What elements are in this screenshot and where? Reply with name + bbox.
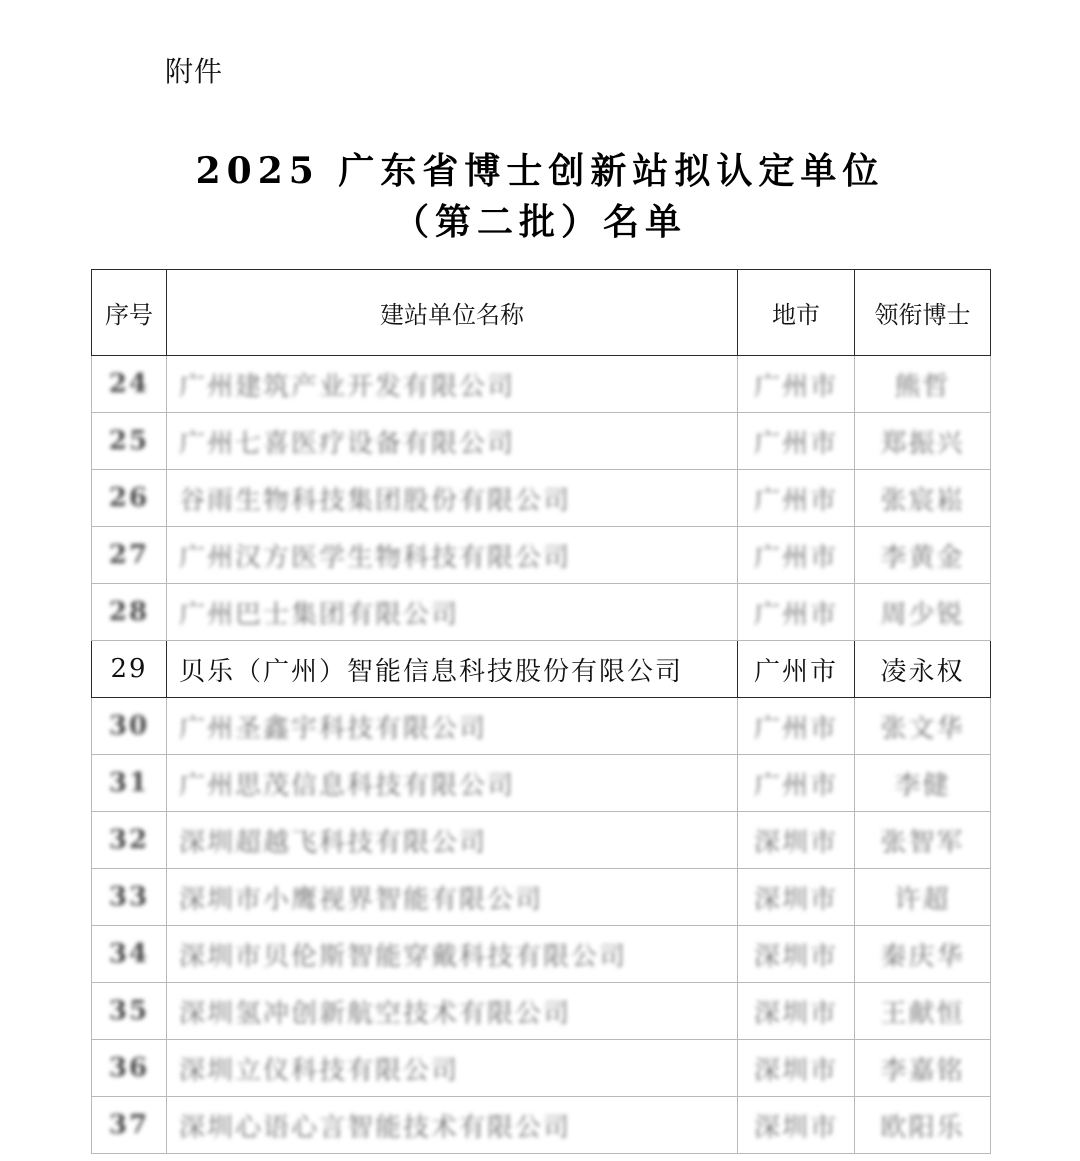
row-city: 深圳市	[738, 1097, 855, 1154]
row-serial-number: 29	[92, 641, 167, 698]
row-city: 广州市	[738, 698, 855, 755]
table-row	[92, 1097, 991, 1154]
row-unit-name: 广州建筑产业开发有限公司	[167, 356, 738, 413]
row-serial-number: 25	[92, 413, 167, 470]
row-lead-doctor: 秦庆华	[855, 926, 991, 983]
table-row	[92, 584, 991, 641]
header-city: 地市	[738, 270, 855, 356]
row-unit-name: 谷雨生物科技集团股份有限公司	[167, 470, 738, 527]
row-city: 广州市	[738, 527, 855, 584]
row-serial-number: 30	[92, 698, 167, 755]
row-serial-number: 36	[92, 1040, 167, 1097]
row-unit-name: 广州圣鑫宇科技有限公司	[167, 698, 738, 755]
row-lead-doctor: 郑振兴	[855, 413, 991, 470]
row-unit-name: 深圳市贝伦斯智能穿戴科技有限公司	[167, 926, 738, 983]
row-city: 深圳市	[738, 869, 855, 926]
table-row	[92, 983, 991, 1040]
row-unit-name: 深圳心语心言智能技术有限公司	[167, 1097, 738, 1154]
row-lead-doctor: 李嘉铭	[855, 1040, 991, 1097]
row-serial-number: 34	[92, 926, 167, 983]
row-unit-name: 深圳立仪科技有限公司	[167, 1040, 738, 1097]
row-city: 广州市	[738, 356, 855, 413]
row-unit-name: 深圳氢冲创新航空技术有限公司	[167, 983, 738, 1040]
row-city: 广州市	[738, 641, 855, 698]
attachment-label: 附件	[165, 55, 224, 88]
table-row	[92, 641, 991, 698]
table-row	[92, 869, 991, 926]
row-lead-doctor: 欧阳乐	[855, 1097, 991, 1154]
row-city: 广州市	[738, 413, 855, 470]
row-lead-doctor: 王献恒	[855, 983, 991, 1040]
row-city: 深圳市	[738, 1040, 855, 1097]
header-unit-name: 建站单位名称	[167, 270, 738, 356]
table-row	[92, 413, 991, 470]
row-city: 深圳市	[738, 983, 855, 1040]
row-unit-name: 深圳超越飞科技有限公司	[167, 812, 738, 869]
table-row	[92, 926, 991, 983]
document-title-line-2: （第二批）名单	[392, 201, 687, 243]
row-city: 深圳市	[738, 812, 855, 869]
row-lead-doctor: 张智军	[855, 812, 991, 869]
table-header-row	[92, 270, 991, 356]
row-lead-doctor: 张宸崧	[855, 470, 991, 527]
row-unit-name: 贝乐（广州）智能信息科技股份有限公司	[167, 641, 738, 698]
row-unit-name: 深圳市小鹰视界智能有限公司	[167, 869, 738, 926]
row-city: 广州市	[738, 470, 855, 527]
row-city: 广州市	[738, 584, 855, 641]
header-lead-doctor: 领衔博士	[855, 270, 991, 356]
row-city: 深圳市	[738, 926, 855, 983]
row-serial-number: 31	[92, 755, 167, 812]
row-unit-name: 广州思茂信息科技有限公司	[167, 755, 738, 812]
row-serial-number: 28	[92, 584, 167, 641]
row-city: 广州市	[738, 755, 855, 812]
row-serial-number: 32	[92, 812, 167, 869]
row-serial-number: 33	[92, 869, 167, 926]
table-row	[92, 698, 991, 755]
table-row	[92, 812, 991, 869]
row-serial-number: 27	[92, 527, 167, 584]
row-unit-name: 广州汉方医学生物科技有限公司	[167, 527, 738, 584]
document-title-line-1: 2025 广东省博士创新站拟认定单位	[195, 150, 885, 192]
table-row	[92, 356, 991, 413]
header-serial-number: 序号	[92, 270, 167, 356]
table-row	[92, 470, 991, 527]
row-lead-doctor: 周少锐	[855, 584, 991, 641]
table-row	[92, 527, 991, 584]
station-list-table	[91, 269, 991, 1154]
row-lead-doctor: 许超	[855, 869, 991, 926]
row-lead-doctor: 李健	[855, 755, 991, 812]
row-unit-name: 广州巴士集团有限公司	[167, 584, 738, 641]
table-body	[92, 356, 991, 1154]
row-serial-number: 24	[92, 356, 167, 413]
row-lead-doctor: 李黄金	[855, 527, 991, 584]
row-serial-number: 35	[92, 983, 167, 1040]
table-row	[92, 1040, 991, 1097]
row-serial-number: 37	[92, 1097, 167, 1154]
row-lead-doctor: 凌永权	[855, 641, 991, 698]
row-unit-name: 广州七喜医疗设备有限公司	[167, 413, 738, 470]
table-row	[92, 755, 991, 812]
row-lead-doctor: 张文华	[855, 698, 991, 755]
row-lead-doctor: 熊哲	[855, 356, 991, 413]
row-serial-number: 26	[92, 470, 167, 527]
